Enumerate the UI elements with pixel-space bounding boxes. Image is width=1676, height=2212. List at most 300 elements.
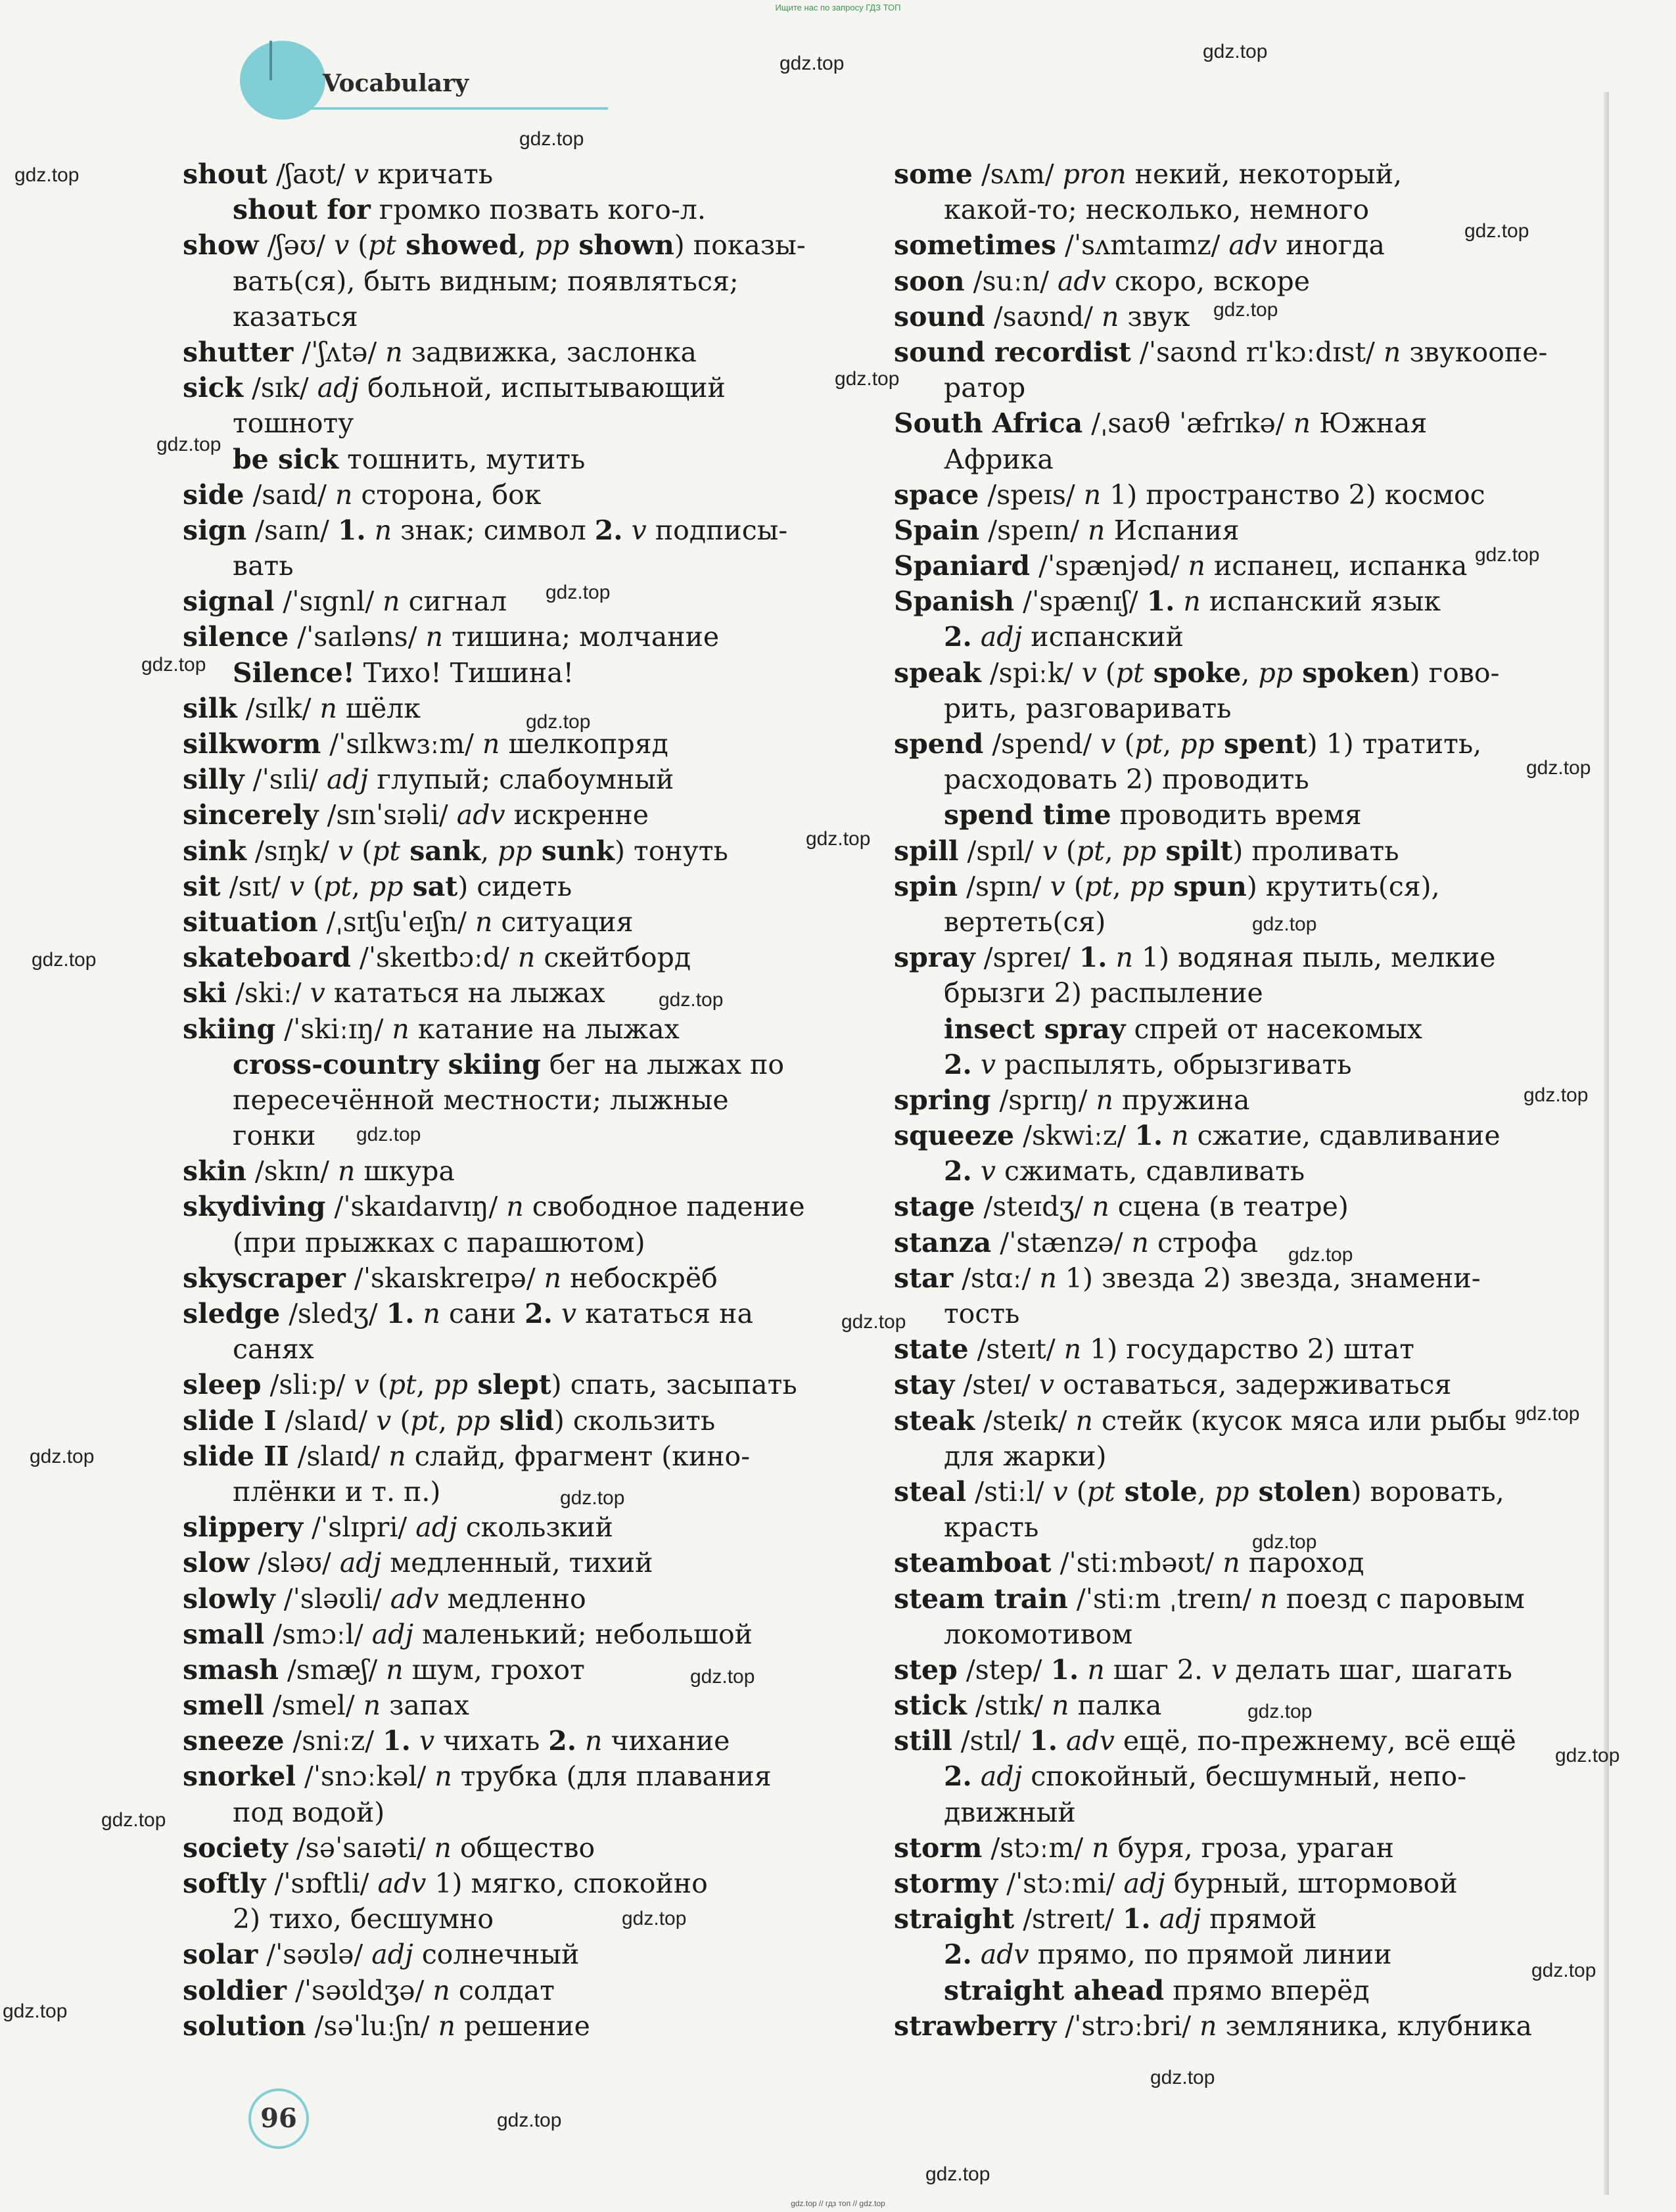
- headword: slept: [468, 1369, 551, 1401]
- entry-text: /steɪk/: [975, 1404, 1076, 1437]
- headword: skyscraper: [183, 1262, 346, 1294]
- grammar-label: pp: [1258, 657, 1293, 689]
- headword: situation: [183, 906, 318, 938]
- grammar-label: adj: [971, 1761, 1023, 1793]
- dictionary-line: [183, 1723, 840, 1759]
- entry-text: сторона, бок: [352, 478, 542, 511]
- entry-text: Испания: [1105, 514, 1240, 546]
- headword: ski: [183, 977, 227, 1009]
- dictionary-line: [894, 726, 1551, 762]
- entry-text: /spend/: [983, 728, 1101, 760]
- entry-text: /slaɪd/: [276, 1404, 377, 1437]
- headword: still: [894, 1725, 952, 1757]
- entry-text: (: [391, 1404, 411, 1437]
- entry-text: (: [369, 1369, 388, 1401]
- watermark[interactable]: gdz.top: [14, 164, 80, 186]
- entry-text: /skɪn/: [246, 1155, 338, 1187]
- grammar-label: adj: [1150, 1903, 1201, 1935]
- entry-text: сигнал: [400, 586, 507, 618]
- dictionary-line: [183, 1474, 840, 1509]
- watermark[interactable]: gdz.top: [1464, 220, 1529, 242]
- grammar-label: n: [1092, 1191, 1109, 1223]
- entry-text: пересечённой местности; лыжные: [233, 1084, 729, 1116]
- grammar-label: n: [434, 1761, 452, 1793]
- dictionary-line: [894, 334, 1551, 370]
- dictionary-line: [894, 584, 1551, 619]
- entry-text: солдат: [450, 1974, 555, 2006]
- entry-text: /ˈskiːɪŋ/: [275, 1013, 392, 1045]
- watermark[interactable]: gdz.top: [356, 1124, 421, 1145]
- dictionary-line: [183, 477, 840, 513]
- header-stem-ornament: [269, 41, 272, 80]
- grammar-label: adv: [1228, 229, 1278, 262]
- headword: side: [183, 478, 244, 511]
- headword: 1.: [337, 514, 366, 546]
- entry-text: ,: [1104, 835, 1122, 867]
- entry-text: маленький; небольшой: [413, 1618, 753, 1650]
- watermark[interactable]: gdz.top: [806, 828, 871, 850]
- grammar-label: v: [354, 158, 369, 190]
- dictionary-line: [894, 1545, 1551, 1580]
- entry-text: спрей от насекомых: [1125, 1013, 1423, 1045]
- headword: shout: [183, 158, 268, 190]
- entry-text: шум, грохот: [403, 1653, 585, 1686]
- headword: solution: [183, 2010, 306, 2042]
- entry-text: 1) мягко, спокойно: [426, 1868, 708, 1899]
- headword: soon: [894, 265, 965, 297]
- entry-text: (: [1115, 728, 1135, 760]
- entry-text: какой-то; несколько, немного: [944, 194, 1370, 226]
- watermark[interactable]: gdz.top: [526, 711, 591, 733]
- watermark[interactable]: gdz.top: [1288, 1244, 1353, 1266]
- headword: straight: [894, 1903, 1015, 1935]
- entry-text: скользкий: [457, 1511, 613, 1544]
- dictionary-line: [183, 1759, 840, 1794]
- headword: sink: [183, 835, 246, 867]
- headword: star: [894, 1262, 954, 1294]
- dictionary-line: [894, 904, 1551, 940]
- grammar-label: adj: [371, 1618, 414, 1650]
- dictionary-line: [183, 797, 840, 833]
- entry-text: /sʌm/: [972, 158, 1063, 190]
- watermark[interactable]: gdz.top: [780, 53, 845, 74]
- dictionary-line: [183, 405, 840, 441]
- headword: stanza: [894, 1226, 992, 1258]
- entry-text: /spɪn/: [958, 870, 1050, 902]
- entry-text: ,: [517, 229, 535, 262]
- entry-text: /sniːz/: [284, 1725, 383, 1757]
- watermark[interactable]: gdz.top: [497, 2109, 562, 2131]
- entry-text: вертеть(ся): [944, 906, 1106, 938]
- headword: 1.: [1050, 1653, 1079, 1686]
- grammar-label: v: [1211, 1653, 1227, 1686]
- grammar-label: pt: [1134, 728, 1163, 760]
- entry-text: /ˈskeɪtbɔːd/: [350, 942, 518, 974]
- entry-text: кричать: [369, 158, 494, 190]
- dictionary-line: [183, 2008, 840, 2044]
- watermark[interactable]: gdz.top: [1555, 1745, 1620, 1766]
- headword: cross-country skiing: [233, 1048, 541, 1080]
- grammar-label: n: [392, 1013, 409, 1045]
- grammar-label: n: [1096, 1084, 1113, 1116]
- watermark[interactable]: gdz.top: [835, 368, 900, 390]
- dictionary-line: [183, 1509, 840, 1545]
- headword: spun: [1164, 870, 1247, 902]
- watermark[interactable]: gdz.top: [1515, 1403, 1580, 1425]
- headword: slippery: [183, 1511, 304, 1544]
- headword: 1.: [1122, 1903, 1151, 1935]
- grammar-label: n: [388, 1440, 406, 1472]
- dictionary-line: [183, 513, 840, 548]
- watermark[interactable]: gdz.top: [156, 434, 221, 455]
- dictionary-line: [894, 156, 1551, 192]
- page-number: 96: [248, 2088, 309, 2149]
- dictionary-line: [183, 1296, 840, 1331]
- headword: stole: [1115, 1475, 1198, 1508]
- headword: stormy: [894, 1868, 998, 1899]
- headword: showed: [396, 229, 518, 262]
- entry-text: сжимать, сдавливать: [996, 1155, 1305, 1187]
- entry-text: /ˈsʌmtaɪmz/: [1056, 229, 1229, 262]
- headword: speak: [894, 657, 981, 689]
- dictionary-line: [894, 2008, 1551, 2044]
- entry-text: испанский: [1022, 621, 1184, 653]
- entry-text: задвижка, заслонка: [402, 336, 697, 368]
- grammar-label: n: [1083, 478, 1102, 511]
- entry-text: (: [1065, 870, 1084, 902]
- entry-text: ) показы-: [674, 229, 806, 262]
- grammar-label: n: [1088, 514, 1106, 546]
- grammar-label: n: [506, 1191, 524, 1223]
- headword: sometimes: [894, 229, 1056, 262]
- entry-text: 1) звезда 2) звезда, знамени-: [1056, 1262, 1481, 1294]
- grammar-label: pp: [455, 1404, 490, 1437]
- watermark[interactable]: gdz.top: [622, 1908, 687, 1929]
- watermark[interactable]: gdz.top: [1203, 41, 1268, 62]
- entry-text: испанский язык: [1200, 586, 1441, 618]
- grammar-label: n: [319, 692, 337, 724]
- page-edge-shadow: [1604, 92, 1609, 2195]
- headword: silkworm: [183, 728, 321, 760]
- entry-text: /səˈluːʃn/: [306, 2010, 438, 2042]
- headword: strawberry: [894, 2010, 1057, 2042]
- bottom-banner[interactable]: gdz.top // гдз топ // gdz.top: [791, 2199, 885, 2208]
- entry-text: ) гово-: [1409, 657, 1500, 689]
- entry-text: /spɪl/: [958, 835, 1042, 867]
- entry-text: решение: [455, 2010, 590, 2042]
- headword: spill: [894, 835, 959, 867]
- entry-text: ) крутить(ся),: [1246, 870, 1440, 902]
- headword: steamboat: [894, 1547, 1052, 1579]
- entry-text: солнечный: [413, 1939, 580, 1971]
- entry-text: локомотивом: [944, 1618, 1133, 1650]
- dictionary-line: [183, 1082, 840, 1118]
- entry-text: /saʊnd/: [985, 300, 1102, 333]
- grammar-label: n: [1188, 550, 1205, 582]
- entry-text: /sɪnˈsɪəli/: [318, 799, 457, 831]
- grammar-label: n: [1075, 1404, 1093, 1437]
- dictionary-line: [894, 1011, 1551, 1047]
- headword: 2.: [944, 1155, 972, 1187]
- headword: step: [894, 1653, 958, 1686]
- headword: sound recordist: [894, 336, 1131, 368]
- entry-text: /ˈspænjəd/: [1030, 550, 1188, 582]
- entry-text: ) сидеть: [457, 870, 572, 902]
- entry-text: трубка (для плавания: [452, 1761, 772, 1793]
- headword: straight ahead: [944, 1974, 1165, 2006]
- headword: stage: [894, 1191, 975, 1223]
- entry-text: испанец, испанка: [1205, 550, 1468, 582]
- entry-text: /ʃaʊt/: [268, 158, 354, 190]
- watermark[interactable]: gdz.top: [1252, 1531, 1317, 1553]
- dictionary-line: [894, 1509, 1551, 1545]
- headword: slow: [183, 1547, 250, 1579]
- headword: sincerely: [183, 799, 319, 831]
- entry-text: /stɪk/: [966, 1690, 1052, 1722]
- entry-text: тошнить, мутить: [338, 443, 586, 475]
- dictionary-line: [894, 1331, 1551, 1367]
- entry-text: Южная: [1311, 407, 1428, 440]
- entry-text: подписы-: [646, 514, 788, 546]
- watermark[interactable]: gdz.top: [690, 1666, 755, 1688]
- watermark[interactable]: gdz.top: [1252, 913, 1317, 935]
- dictionary-line: [894, 940, 1551, 975]
- entry-text: звукоопе-: [1401, 336, 1548, 368]
- entry-text: бурный, штормовой: [1165, 1868, 1458, 1899]
- entry-text: для жарки): [944, 1440, 1107, 1472]
- entry-text: некий, некоторый,: [1126, 158, 1403, 190]
- grammar-label: pp: [498, 835, 532, 867]
- entry-text: слайд, фрагмент (кино-: [406, 1440, 751, 1472]
- headword: spoke: [1144, 657, 1242, 689]
- dictionary-line: [894, 1403, 1551, 1439]
- grammar-label: v: [1039, 1369, 1055, 1401]
- dictionary-line: [894, 975, 1551, 1011]
- grammar-label: v: [1081, 657, 1097, 689]
- headword: slid: [490, 1404, 554, 1437]
- grammar-label: n: [425, 621, 443, 653]
- dictionary-line: [894, 192, 1551, 227]
- grammar-label: adj: [371, 1939, 413, 1971]
- headword: 2.: [944, 1761, 972, 1793]
- watermark[interactable]: gdz.top: [519, 128, 584, 150]
- headword: spoken: [1292, 657, 1410, 689]
- grammar-label: n: [1199, 2010, 1217, 2042]
- entry-text: /suːn/: [964, 265, 1058, 297]
- grammar-label: n: [434, 1832, 452, 1864]
- headword: 1.: [1079, 942, 1107, 974]
- entry-text: /ˈskaɪskreɪpə/: [345, 1262, 544, 1294]
- grammar-label: adj: [317, 372, 360, 404]
- entry-text: буря, гроза, ураган: [1109, 1832, 1395, 1864]
- headword: 1.: [386, 1298, 415, 1329]
- entry-text: шкура: [355, 1155, 455, 1187]
- watermark[interactable]: gdz.top: [141, 654, 206, 676]
- top-banner[interactable]: Ищите нас по запросу ГДЗ ТОП: [775, 3, 901, 12]
- headword: 2.: [594, 514, 623, 546]
- headword: insect spray: [944, 1013, 1126, 1045]
- right-column: [894, 156, 1551, 2044]
- dictionary-line: [183, 1830, 840, 1866]
- dictionary-line: [894, 691, 1551, 726]
- watermark[interactable]: gdz.top: [546, 582, 611, 603]
- watermark[interactable]: gdz.top: [32, 949, 97, 971]
- headword: spin: [894, 870, 958, 902]
- dictionary-line: [894, 1153, 1551, 1189]
- grammar-label: adj: [971, 621, 1023, 653]
- dictionary-line: [183, 833, 840, 869]
- grammar-label: v: [1052, 1475, 1068, 1508]
- watermark[interactable]: gdz.top: [30, 1446, 95, 1467]
- entry-text: /ˈsaɪləns/: [289, 621, 426, 653]
- watermark[interactable]: gdz.top: [1531, 1960, 1596, 1981]
- headword: Spanish: [894, 586, 1015, 618]
- dictionary-line: [894, 1260, 1551, 1296]
- dictionary-line: [183, 334, 840, 370]
- watermark[interactable]: gdz.top: [560, 1487, 625, 1509]
- dictionary-line: [894, 1723, 1551, 1759]
- dictionary-line: [894, 655, 1551, 691]
- watermark[interactable]: gdz.top: [659, 989, 724, 1011]
- watermark[interactable]: gdz.top: [1213, 299, 1278, 321]
- entry-text: санях: [233, 1333, 314, 1366]
- grammar-label: n: [1222, 1547, 1240, 1579]
- grammar-label: pt: [388, 1369, 417, 1401]
- dictionary-line: [183, 975, 840, 1011]
- headword: smash: [183, 1653, 279, 1686]
- entry-text: /ˈsəʊldʒə/: [286, 1974, 433, 2006]
- entry-text: спокойный, бесшумный, непо-: [1022, 1761, 1467, 1793]
- entry-text: свободное падение: [523, 1191, 805, 1223]
- dictionary-line: [183, 1866, 840, 1901]
- entry-text: /ˈstiːmbəʊt/: [1051, 1547, 1223, 1579]
- dictionary-line: [894, 1581, 1551, 1617]
- headword: South Africa: [894, 407, 1083, 440]
- headword: squeeze: [894, 1120, 1015, 1152]
- grammar-label: pp: [1214, 1475, 1249, 1508]
- entry-text: /smel/: [264, 1690, 363, 1722]
- entry-text: красть: [944, 1511, 1039, 1544]
- headword: stick: [894, 1690, 967, 1722]
- header-underline: [279, 107, 608, 110]
- entry-text: шелкопряд: [500, 728, 668, 760]
- entry-text: ,: [1241, 657, 1259, 689]
- headword: 1.: [1029, 1725, 1058, 1757]
- entry-text: /skiː/: [227, 977, 310, 1009]
- dictionary-line: [183, 619, 840, 655]
- dictionary-line: [183, 726, 840, 762]
- entry-text: скоро, вскоре: [1106, 265, 1310, 297]
- grammar-label: n: [1383, 336, 1401, 368]
- grammar-label: n: [386, 1653, 404, 1686]
- watermark[interactable]: gdz.top: [1247, 1701, 1313, 1722]
- watermark[interactable]: gdz.top: [925, 2163, 990, 2185]
- headword: skydiving: [183, 1191, 326, 1223]
- dictionary-line: [894, 1973, 1551, 2008]
- dictionary-line: [183, 442, 840, 477]
- headword: 2.: [548, 1725, 577, 1757]
- entry-text: пружина: [1113, 1084, 1250, 1116]
- entry-text: ) 1) тратить,: [1307, 728, 1482, 760]
- headword: soldier: [183, 1974, 287, 2006]
- headword: skiing: [183, 1013, 276, 1045]
- grammar-label: adv: [390, 1582, 439, 1615]
- dictionary-line: [894, 1617, 1551, 1652]
- grammar-label: v: [1100, 728, 1116, 760]
- grammar-label: n: [1260, 1582, 1278, 1615]
- dictionary-line: [894, 762, 1551, 797]
- grammar-label: pt: [1076, 835, 1105, 867]
- headword: Silence!: [233, 657, 355, 689]
- entry-text: (: [1057, 835, 1077, 867]
- entry-text: /ʃəʊ/: [258, 229, 335, 262]
- dictionary-line: [183, 299, 840, 334]
- entry-text: глупый; слабоумный: [368, 764, 674, 796]
- entry-text: /ˈsəʊlə/: [258, 1939, 372, 1971]
- entry-text: /saɪd/: [244, 478, 335, 511]
- headword: signal: [183, 586, 275, 618]
- dictionary-line: [183, 1617, 840, 1652]
- entry-text: /saɪn/: [246, 514, 338, 546]
- watermark[interactable]: gdz.top: [1475, 544, 1540, 566]
- grammar-label: pp: [368, 870, 404, 902]
- grammar-label: n: [1293, 407, 1311, 440]
- entry-text: сани: [440, 1298, 525, 1329]
- entry-text: палка: [1069, 1690, 1162, 1722]
- grammar-label: v: [310, 977, 325, 1009]
- entry-text: /ˈsləʊli/: [275, 1582, 390, 1615]
- grammar-label: n: [1107, 942, 1133, 974]
- grammar-label: n: [1092, 1832, 1109, 1864]
- dictionary-line: [894, 1652, 1551, 1688]
- watermark[interactable]: gdz.top: [1526, 757, 1591, 779]
- entry-text: сцена (в театре): [1109, 1191, 1349, 1223]
- grammar-label: adv: [456, 799, 505, 831]
- entry-text: движный: [944, 1796, 1076, 1828]
- dictionary-line: [894, 1082, 1551, 1118]
- entry-text: ,: [1197, 1475, 1215, 1508]
- entry-text: ,: [438, 1404, 456, 1437]
- headword: spend: [894, 728, 984, 760]
- watermark[interactable]: gdz.top: [1150, 2067, 1215, 2088]
- entry-text: /spiːk/: [981, 657, 1082, 689]
- entry-text: ) проливать: [1232, 835, 1399, 867]
- entry-text: /ˌsaʊθ ˈæfrɪkə/: [1082, 407, 1293, 440]
- grammar-label: pt: [372, 835, 400, 867]
- dictionary-line: [894, 1474, 1551, 1509]
- headword: sick: [183, 372, 244, 404]
- entry-text: запах: [381, 1690, 469, 1722]
- dictionary-line: [183, 940, 840, 975]
- watermark[interactable]: gdz.top: [1524, 1084, 1589, 1106]
- entry-text: /sləʊ/: [249, 1547, 340, 1579]
- dictionary-line: [183, 1331, 840, 1367]
- watermark[interactable]: gdz.top: [3, 2000, 68, 2022]
- entry-text: (: [1096, 657, 1116, 689]
- entry-text: /stɪl/: [952, 1725, 1030, 1757]
- headword: silly: [183, 764, 244, 796]
- dictionary-line: [183, 1225, 840, 1260]
- entry-text: знак; символ: [392, 514, 595, 546]
- watermark[interactable]: gdz.top: [101, 1809, 166, 1831]
- watermark[interactable]: gdz.top: [841, 1311, 906, 1333]
- grammar-label: pron: [1062, 158, 1127, 190]
- headword: snorkel: [183, 1761, 296, 1793]
- headword: stolen: [1249, 1475, 1351, 1508]
- entry-text: вать: [233, 550, 294, 582]
- grammar-label: v: [410, 1725, 435, 1757]
- entry-text: /səˈsaɪəti/: [287, 1832, 434, 1864]
